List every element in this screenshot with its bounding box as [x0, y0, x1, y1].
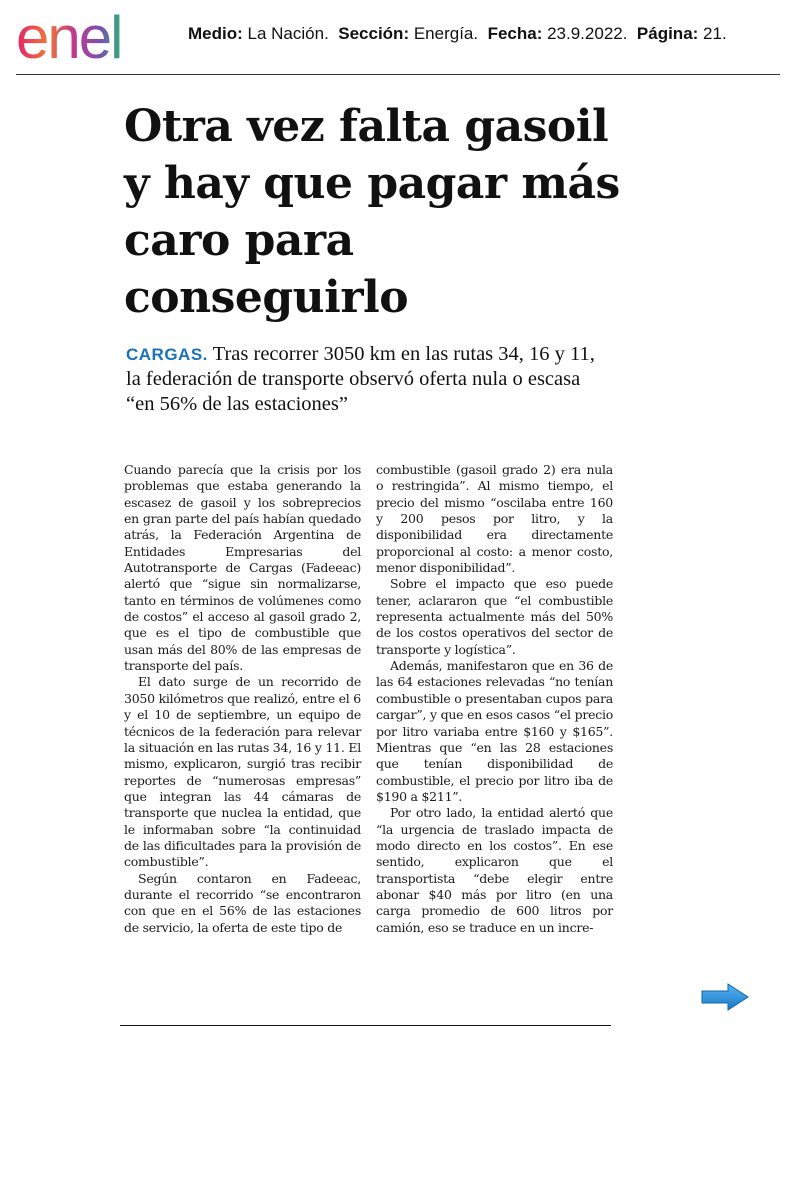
- article-column-left: [124, 462, 361, 936]
- header-divider: [16, 74, 780, 75]
- seccion-value: Energía.: [413, 24, 479, 43]
- article-paragraph: Además, manifestaron que en 36 de las 64 estaciones relevadas “no tenían combustible o presentaban cupos para cargar”, y que en esos casos “el precio por litro variaba entre $160 y $165”. Mientras que “en las 28 estaciones que tenían disponibilidad de combustible, el precio por litro iba de $190 a $211”.: [376, 658, 613, 804]
- pagina-value: 21.: [703, 24, 727, 43]
- article-kicker: CARGAS.: [126, 345, 208, 364]
- arrow-right-icon: [700, 982, 750, 1012]
- deck-text: Tras recorrer 3050 km en las rutas 34, 16 y 11, la federación de transporte observó oferta nula o escasa “en 56% de las estaciones”: [126, 343, 595, 415]
- article-paragraph: Sobre el impacto que eso puede tener, aclararon que “el combustible representa actualmente más del 50% de los costos operativos del sector de transporte y logística”.: [376, 576, 613, 657]
- article-column-right: [376, 462, 613, 936]
- article-deck: [126, 342, 606, 417]
- article-paragraph: combustible (gasoil grado 2) era nula o restringida”. Al mismo tiempo, el precio del mismo “oscilaba entre 160 y 200 pesos por litro, y la disponibilidad era directamente proporcional al costo: a menor costo, menor disponibilidad”.: [376, 462, 613, 576]
- seccion-label: Sección:: [338, 24, 410, 43]
- next-page-button[interactable]: [700, 982, 750, 1012]
- press-clipping-meta: [188, 24, 727, 44]
- fecha-value: 23.9.2022.: [547, 24, 628, 43]
- fecha-label: Fecha:: [487, 24, 543, 43]
- medio-value: La Nación.: [247, 24, 329, 43]
- enel-logo: [16, 6, 172, 70]
- article-paragraph: Según contaron en Fadeeac, durante el recorrido “se encontraron con que en el 56% de las estaciones de servicio, la oferta de este tipo de: [124, 870, 361, 935]
- article-paragraph: Por otro lado, la entidad alertó que “la urgencia de traslado impacta de modo directo en los costos”. En ese sentido, explicaron que el transportista “debe elegir entre abonar $40 más por litro (en una carga promedio de 600 litros por camión, eso se traduce en un incre-: [376, 805, 613, 935]
- pagina-label: Página:: [636, 24, 699, 43]
- article-paragraph: Cuando parecía que la crisis por los problemas que estaba generando la escasez de gasoil y los sobreprecios en gran parte del país habían quedado atrás, la Federación Argentina de Entidades Empresarias del Autotransporte de Cargas (Fadeeac) alertó que “sigue sin normalizarse, tanto en términos de volúmenes como de costos” el acceso al gasoil grado 2, que es el tipo de combustible que usan más del 80% de las empresas de transporte del país.: [124, 462, 361, 674]
- logo-text: enel: [16, 6, 122, 70]
- article-end-divider: [120, 1025, 611, 1026]
- medio-label: Medio:: [188, 24, 243, 43]
- enel-logo-icon: [16, 6, 172, 70]
- article-paragraph: El dato surge de un recorrido de 3050 kilómetros que realizó, entre el 6 y el 10 de septiembre, un equipo de técnicos de la federación para relevar la situación en las rutas 34, 16 y 11. El mismo, explicaron, surgió tras recibir reportes de “numerosas empresas” que integran las 44 cámaras de transporte que nuclea la entidad, que le informaban sobre “la continuidad de las dificultades para la provisión de combustible”.: [124, 674, 361, 870]
- article-headline: Otra vez falta gasoil y hay que pagar más caro para conseguirlo: [124, 101, 620, 323]
